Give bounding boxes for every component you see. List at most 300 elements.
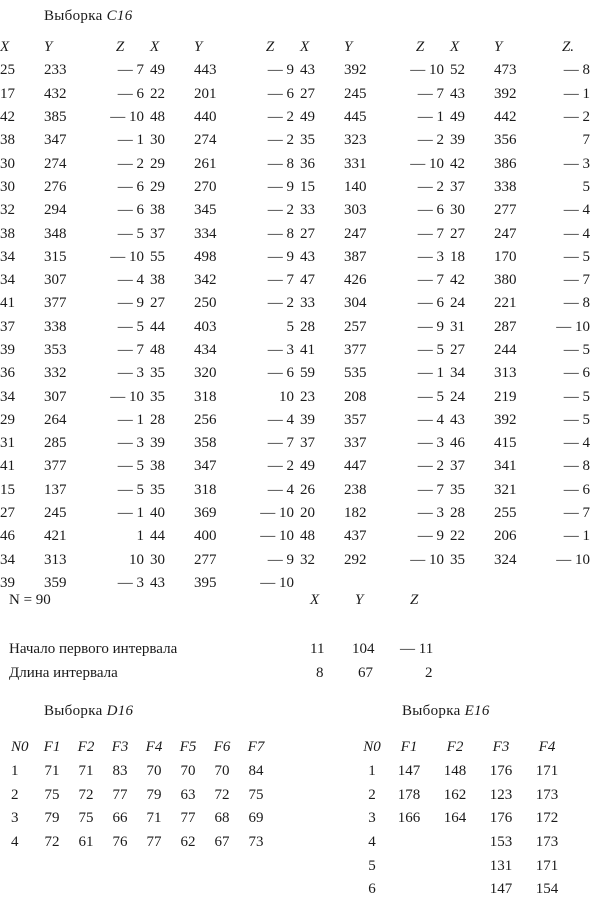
d16-header-cell: N0	[11, 739, 29, 756]
c16-cell: 37	[450, 458, 465, 475]
c16-cell: 353	[44, 342, 67, 358]
c16-cell: 59	[300, 365, 315, 382]
e16-cell: 2	[368, 786, 376, 803]
c16-cell: 41	[300, 342, 315, 358]
c16-cell: 357	[344, 411, 367, 428]
c16-cell: 34	[0, 551, 15, 568]
e16-cell: 166	[397, 810, 421, 827]
c16-cell: — 10	[410, 551, 444, 568]
c16-cell: 27	[300, 85, 315, 102]
c16-cell: — 6	[267, 85, 294, 102]
d16-cell: 63	[180, 786, 196, 803]
d16-cell: 75	[248, 786, 264, 803]
c16-cell: 23	[300, 388, 315, 405]
d16-cell: 76	[112, 834, 128, 851]
c16-cell: — 2	[117, 155, 144, 172]
c16-cell: — 5	[563, 411, 590, 428]
c16-header-row	[0, 36, 596, 59]
e16-cell	[432, 854, 478, 878]
e16-row	[358, 878, 570, 902]
c16-cell: — 6	[563, 365, 590, 382]
c16-cell: 43	[450, 411, 465, 428]
d16-cell: 70	[146, 763, 162, 780]
d16-header-cell: F5	[179, 739, 197, 756]
c16-cell: 26	[300, 481, 315, 498]
c16-cell: 238	[344, 481, 367, 498]
c16-cell: 27	[150, 295, 165, 312]
d16-cell: 66	[112, 810, 128, 827]
c16-cell: — 9	[267, 248, 294, 265]
c16-cell: 34	[0, 272, 15, 289]
c16-cell: 287	[494, 318, 517, 335]
e16-cell	[386, 854, 432, 878]
d16-header-cell: F6	[213, 739, 231, 756]
c16-cell: — 4	[563, 202, 590, 219]
c16-cell: — 8	[563, 62, 590, 79]
c16-cell: 247	[494, 225, 517, 242]
e16-cell: 176	[489, 810, 513, 827]
c16-cell: 27	[300, 225, 315, 242]
c16-cell: 32	[0, 202, 15, 219]
c16-cell: 137	[44, 481, 67, 498]
c16-cell: — 3	[417, 248, 444, 265]
c16-cell: 33	[300, 202, 315, 219]
c16-title: Выборка C16	[44, 8, 133, 24]
c16-cell: 39	[0, 342, 15, 358]
c16-cell: 31	[0, 435, 15, 452]
c16-cell: 498	[194, 248, 217, 265]
d16-cell: 83	[112, 763, 128, 780]
start-interval-x: 11	[310, 641, 325, 657]
c16-cell: — 8	[563, 458, 590, 475]
c16-cell: 245	[344, 85, 367, 102]
n-label: N = 90	[9, 592, 51, 608]
e16-cell: 3	[368, 810, 376, 827]
c16-header-cell: Y	[494, 39, 503, 56]
c16-cell: 35	[300, 132, 315, 149]
c16-cell: 233	[44, 62, 67, 79]
d16-cell: 1	[11, 763, 19, 780]
c16-cell: 331	[344, 155, 367, 172]
e16-cell: 176	[489, 763, 513, 780]
c16-cell: 323	[344, 132, 367, 149]
c16-cell: 28	[300, 318, 315, 335]
c16-row	[0, 176, 596, 199]
c16-cell: — 5	[563, 342, 590, 358]
c16-cell: — 6	[267, 365, 294, 382]
c16-cell: 30	[450, 202, 465, 219]
c16-cell: — 2	[267, 109, 294, 126]
start-interval-y: 104	[352, 641, 375, 657]
e16-header-cell: F1	[400, 739, 418, 756]
c16-cell: — 9	[267, 178, 294, 195]
c16-cell: — 10	[260, 574, 294, 591]
c16-cell: — 8	[267, 155, 294, 172]
c16-cell: — 2	[417, 178, 444, 195]
c16-cell: 49	[300, 109, 315, 126]
c16-cell: 48	[150, 109, 165, 126]
c16-cell: 443	[194, 62, 217, 79]
c16-cell: 392	[494, 85, 517, 102]
c16-cell: — 10	[410, 62, 444, 79]
c16-cell: 42	[450, 155, 465, 172]
e16-cell: 171	[535, 857, 559, 874]
c16-cell: — 9	[267, 62, 294, 79]
c16-cell: — 9	[417, 318, 444, 335]
c16-cell: 303	[344, 202, 367, 219]
c16-cell: — 3	[117, 574, 144, 591]
c16-cell: 27	[450, 342, 465, 358]
c16-row	[0, 479, 596, 502]
c16-cell: — 4	[563, 225, 590, 242]
c16-cell: 359	[44, 574, 67, 591]
d16-header-row	[9, 736, 273, 760]
d16-row	[9, 760, 273, 784]
e16-cell: 171	[535, 763, 559, 780]
c16-cell: 43	[450, 85, 465, 102]
c16-cell: — 6	[417, 295, 444, 312]
c16-cell: 337	[344, 435, 367, 452]
c16-cell: 29	[150, 155, 165, 172]
c16-cell: — 5	[117, 318, 144, 335]
c16-header-cell: Z	[265, 39, 275, 56]
c16-cell: 257	[344, 318, 367, 335]
c16-cell: — 10	[260, 505, 294, 522]
e16-cell: 147	[397, 763, 421, 780]
c16-cell: — 2	[267, 295, 294, 312]
c16-header-cell: X	[300, 39, 310, 56]
c16-cell: 387	[344, 248, 367, 265]
d16-row	[9, 783, 273, 807]
c16-cell: 342	[194, 272, 217, 289]
c16-cell: — 10	[110, 109, 144, 126]
c16-row	[0, 362, 596, 385]
c16-cell: — 5	[417, 388, 444, 405]
e16-cell: 154	[535, 881, 559, 898]
c16-cell: 255	[494, 505, 517, 522]
c16-cell: 304	[344, 295, 367, 312]
start-interval-z: — 11	[400, 641, 434, 657]
d16-header-cell: F4	[145, 739, 163, 756]
c16-cell: — 1	[563, 528, 590, 545]
d16-cell: 69	[248, 810, 264, 827]
c16-cell: 332	[44, 365, 67, 382]
c16-row	[0, 502, 596, 525]
c16-cell: 277	[494, 202, 517, 219]
c16-row	[0, 409, 596, 432]
c16-cell: 320	[194, 365, 217, 382]
c16-cell: 37	[150, 225, 165, 242]
c16-cell: — 8	[267, 225, 294, 242]
c16-row	[0, 269, 596, 292]
c16-header-cell: Y	[344, 39, 353, 56]
c16-row	[0, 455, 596, 478]
e16-cell: 4	[368, 834, 376, 851]
c16-cell: 285	[44, 435, 67, 452]
d16-row	[9, 831, 273, 855]
e16-header-cell: F3	[492, 739, 510, 756]
d16-cell: 77	[180, 810, 196, 827]
c16-cell: 256	[194, 411, 217, 428]
c16-cell: 395	[194, 574, 217, 591]
e16-cell	[432, 878, 478, 902]
c16-cell: — 5	[117, 225, 144, 242]
c16-cell: — 10	[260, 528, 294, 545]
c16-cell: 318	[194, 388, 217, 405]
c16-cell: — 9	[117, 295, 144, 312]
e16-row	[358, 854, 570, 878]
c16-cell: 34	[0, 248, 15, 265]
c16-header-cell: X	[150, 39, 160, 56]
c16-cell: 432	[44, 85, 67, 102]
c16-cell: 426	[344, 272, 367, 289]
c16-row	[0, 222, 596, 245]
c16-cell: — 1	[417, 365, 444, 382]
c16-header-cell: Z.	[561, 39, 575, 56]
d16-cell: 4	[11, 834, 19, 851]
c16-cell: 307	[44, 388, 67, 405]
c16-cell: 44	[150, 528, 165, 545]
c16-cell: — 3	[117, 435, 144, 452]
c16-cell: — 4	[563, 435, 590, 452]
c16-cell: 30	[0, 155, 15, 172]
c16-row	[0, 152, 596, 175]
c16-cell: 338	[44, 318, 67, 335]
c16-row	[0, 83, 596, 106]
c16-cell: — 7	[267, 272, 294, 289]
c16-cell	[450, 572, 484, 595]
c16-row	[0, 292, 596, 315]
c16-cell: 38	[150, 458, 165, 475]
c16-cell: — 1	[117, 411, 144, 428]
c16-header-cell: X	[450, 39, 460, 56]
c16-cell: — 7	[117, 342, 144, 358]
c16-cell: 421	[44, 528, 67, 545]
d16-cell: 75	[44, 786, 60, 803]
c16-row	[0, 106, 596, 129]
c16-header-cell: Z	[115, 39, 125, 56]
c16-cell: 201	[194, 85, 217, 102]
c16-cell: 392	[494, 411, 517, 428]
c16-cell: 369	[194, 505, 217, 522]
c16-cell: 1	[136, 528, 144, 545]
c16-row	[0, 129, 596, 152]
c16-row	[0, 199, 596, 222]
c16-row	[0, 385, 596, 408]
c16-cell: 294	[44, 202, 67, 219]
e16-cell: 153	[489, 834, 513, 851]
start-interval-label: Начало первого интервала	[9, 641, 178, 657]
c16-cell: 37	[300, 435, 315, 452]
c16-cell: 318	[194, 481, 217, 498]
c16-cell: — 4	[267, 481, 294, 498]
c16-cell: — 3	[117, 365, 144, 382]
c16-cell: — 6	[117, 85, 144, 102]
c16-cell: — 6	[117, 178, 144, 195]
c16-cell: — 7	[563, 272, 590, 289]
e16-table	[358, 736, 570, 902]
c16-cell: 274	[44, 155, 67, 172]
c16-cell: 140	[344, 178, 367, 195]
c16-cell: 47	[300, 272, 315, 289]
e16-cell: 6	[368, 881, 376, 898]
e16-cell	[386, 878, 432, 902]
d16-row	[9, 807, 273, 831]
c16-cell: 5	[582, 178, 590, 195]
c16-header-cell: Y	[44, 39, 53, 56]
c16-cell: — 10	[556, 318, 590, 335]
e16-cell: 172	[535, 810, 559, 827]
d16-header-cell: F1	[43, 739, 61, 756]
c16-cell: — 2	[417, 458, 444, 475]
c16-cell: — 6	[417, 202, 444, 219]
c16-cell: 377	[44, 295, 67, 312]
c16-cell: 473	[494, 62, 517, 79]
c16-cell: 247	[344, 225, 367, 242]
summary-header-x: X	[310, 592, 320, 608]
c16-cell: 442	[494, 109, 517, 126]
d16-cell: 84	[248, 763, 264, 780]
c16-cell	[390, 572, 450, 595]
c16-cell: 447	[344, 458, 367, 475]
e16-cell: 5	[368, 857, 376, 874]
c16-cell: 42	[0, 109, 15, 126]
d16-cell: 77	[112, 786, 128, 803]
c16-cell: 244	[494, 342, 517, 358]
c16-cell: 380	[494, 272, 517, 289]
c16-cell: 27	[0, 505, 15, 522]
c16-cell: 206	[494, 528, 517, 545]
c16-cell: 356	[494, 132, 517, 149]
c16-cell: 345	[194, 202, 217, 219]
c16-cell: 277	[194, 551, 217, 568]
c16-cell: 334	[194, 225, 217, 242]
c16-cell: 270	[194, 178, 217, 195]
c16-table	[0, 36, 596, 595]
c16-cell: 35	[150, 365, 165, 382]
c16-cell: 17	[0, 85, 15, 102]
c16-cell: 39	[0, 574, 15, 591]
c16-cell: 28	[150, 411, 165, 428]
c16-cell: 30	[150, 132, 165, 149]
c16-cell: 48	[150, 342, 165, 358]
e16-row	[358, 760, 570, 784]
c16-cell: 445	[344, 109, 367, 126]
c16-cell: 347	[194, 458, 217, 475]
c16-cell: — 2	[267, 458, 294, 475]
c16-cell: 43	[150, 574, 165, 591]
c16-cell: — 10	[410, 155, 444, 172]
c16-cell: 29	[0, 411, 15, 428]
e16-cell	[432, 831, 478, 855]
c16-cell: — 1	[417, 109, 444, 126]
c16-cell: — 5	[563, 248, 590, 265]
c16-header-cell: X	[0, 39, 10, 56]
c16-cell: 535	[344, 365, 367, 382]
c16-cell: 27	[450, 225, 465, 242]
c16-cell: — 9	[417, 528, 444, 545]
c16-cell: 48	[300, 528, 315, 545]
c16-cell: 32	[300, 551, 315, 568]
c16-cell: — 10	[556, 551, 590, 568]
e16-cell: 164	[443, 810, 467, 827]
c16-cell: 245	[44, 505, 67, 522]
c16-cell: — 5	[117, 481, 144, 498]
c16-cell: 5	[286, 318, 294, 335]
c16-cell: — 2	[267, 132, 294, 149]
c16-cell: 386	[494, 155, 517, 172]
c16-cell: 274	[194, 132, 217, 149]
e16-cell: 131	[489, 857, 513, 874]
c16-row	[0, 316, 596, 339]
d16-cell: 79	[44, 810, 60, 827]
c16-cell: 348	[44, 225, 67, 242]
c16-header-cell: Y	[194, 39, 203, 56]
c16-cell: — 5	[417, 342, 444, 358]
d16-header-cell: F2	[77, 739, 95, 756]
c16-row	[0, 549, 596, 572]
c16-cell: 52	[450, 62, 465, 79]
c16-cell: 385	[44, 109, 67, 126]
d16-cell: 70	[214, 763, 230, 780]
c16-cell: 35	[450, 481, 465, 498]
c16-cell: 43	[300, 248, 315, 265]
d16-cell: 72	[44, 834, 60, 851]
c16-cell: — 6	[117, 202, 144, 219]
interval-length-x: 8	[316, 665, 324, 681]
e16-row	[358, 807, 570, 831]
c16-row	[0, 339, 596, 362]
summary-header-y: Y	[355, 592, 364, 608]
c16-cell: 250	[194, 295, 217, 312]
c16-cell: 49	[150, 62, 165, 79]
c16-cell: — 7	[417, 225, 444, 242]
c16-cell: 18	[450, 248, 465, 265]
c16-cell: — 7	[267, 435, 294, 452]
c16-cell	[484, 572, 540, 595]
d16-cell: 77	[146, 834, 162, 851]
c16-cell: 30	[0, 178, 15, 195]
e16-cell: 148	[443, 763, 467, 780]
d16-cell: 68	[214, 810, 230, 827]
c16-cell: — 3	[417, 435, 444, 452]
c16-cell: — 7	[417, 272, 444, 289]
c16-cell: 10	[279, 388, 294, 405]
c16-cell: 347	[44, 132, 67, 149]
interval-length-z: 2	[425, 665, 433, 681]
c16-cell: 43	[300, 62, 315, 79]
c16-cell: 36	[0, 365, 15, 382]
c16-cell	[540, 572, 596, 595]
c16-cell: 338	[494, 178, 517, 195]
c16-cell: — 3	[417, 505, 444, 522]
c16-cell: — 7	[417, 85, 444, 102]
c16-cell: — 5	[117, 458, 144, 475]
c16-cell: — 10	[110, 248, 144, 265]
d16-cell: 3	[11, 810, 19, 827]
d16-table	[9, 736, 273, 854]
d16-cell: 73	[248, 834, 264, 851]
c16-cell: — 3	[267, 342, 294, 358]
c16-cell: 37	[0, 318, 15, 335]
d16-cell: 61	[78, 834, 94, 851]
c16-cell: — 4	[267, 411, 294, 428]
e16-body	[358, 760, 570, 902]
c16-cell: 400	[194, 528, 217, 545]
c16-cell: 358	[194, 435, 217, 452]
c16-cell: 36	[300, 155, 315, 172]
c16-cell: 292	[344, 551, 367, 568]
